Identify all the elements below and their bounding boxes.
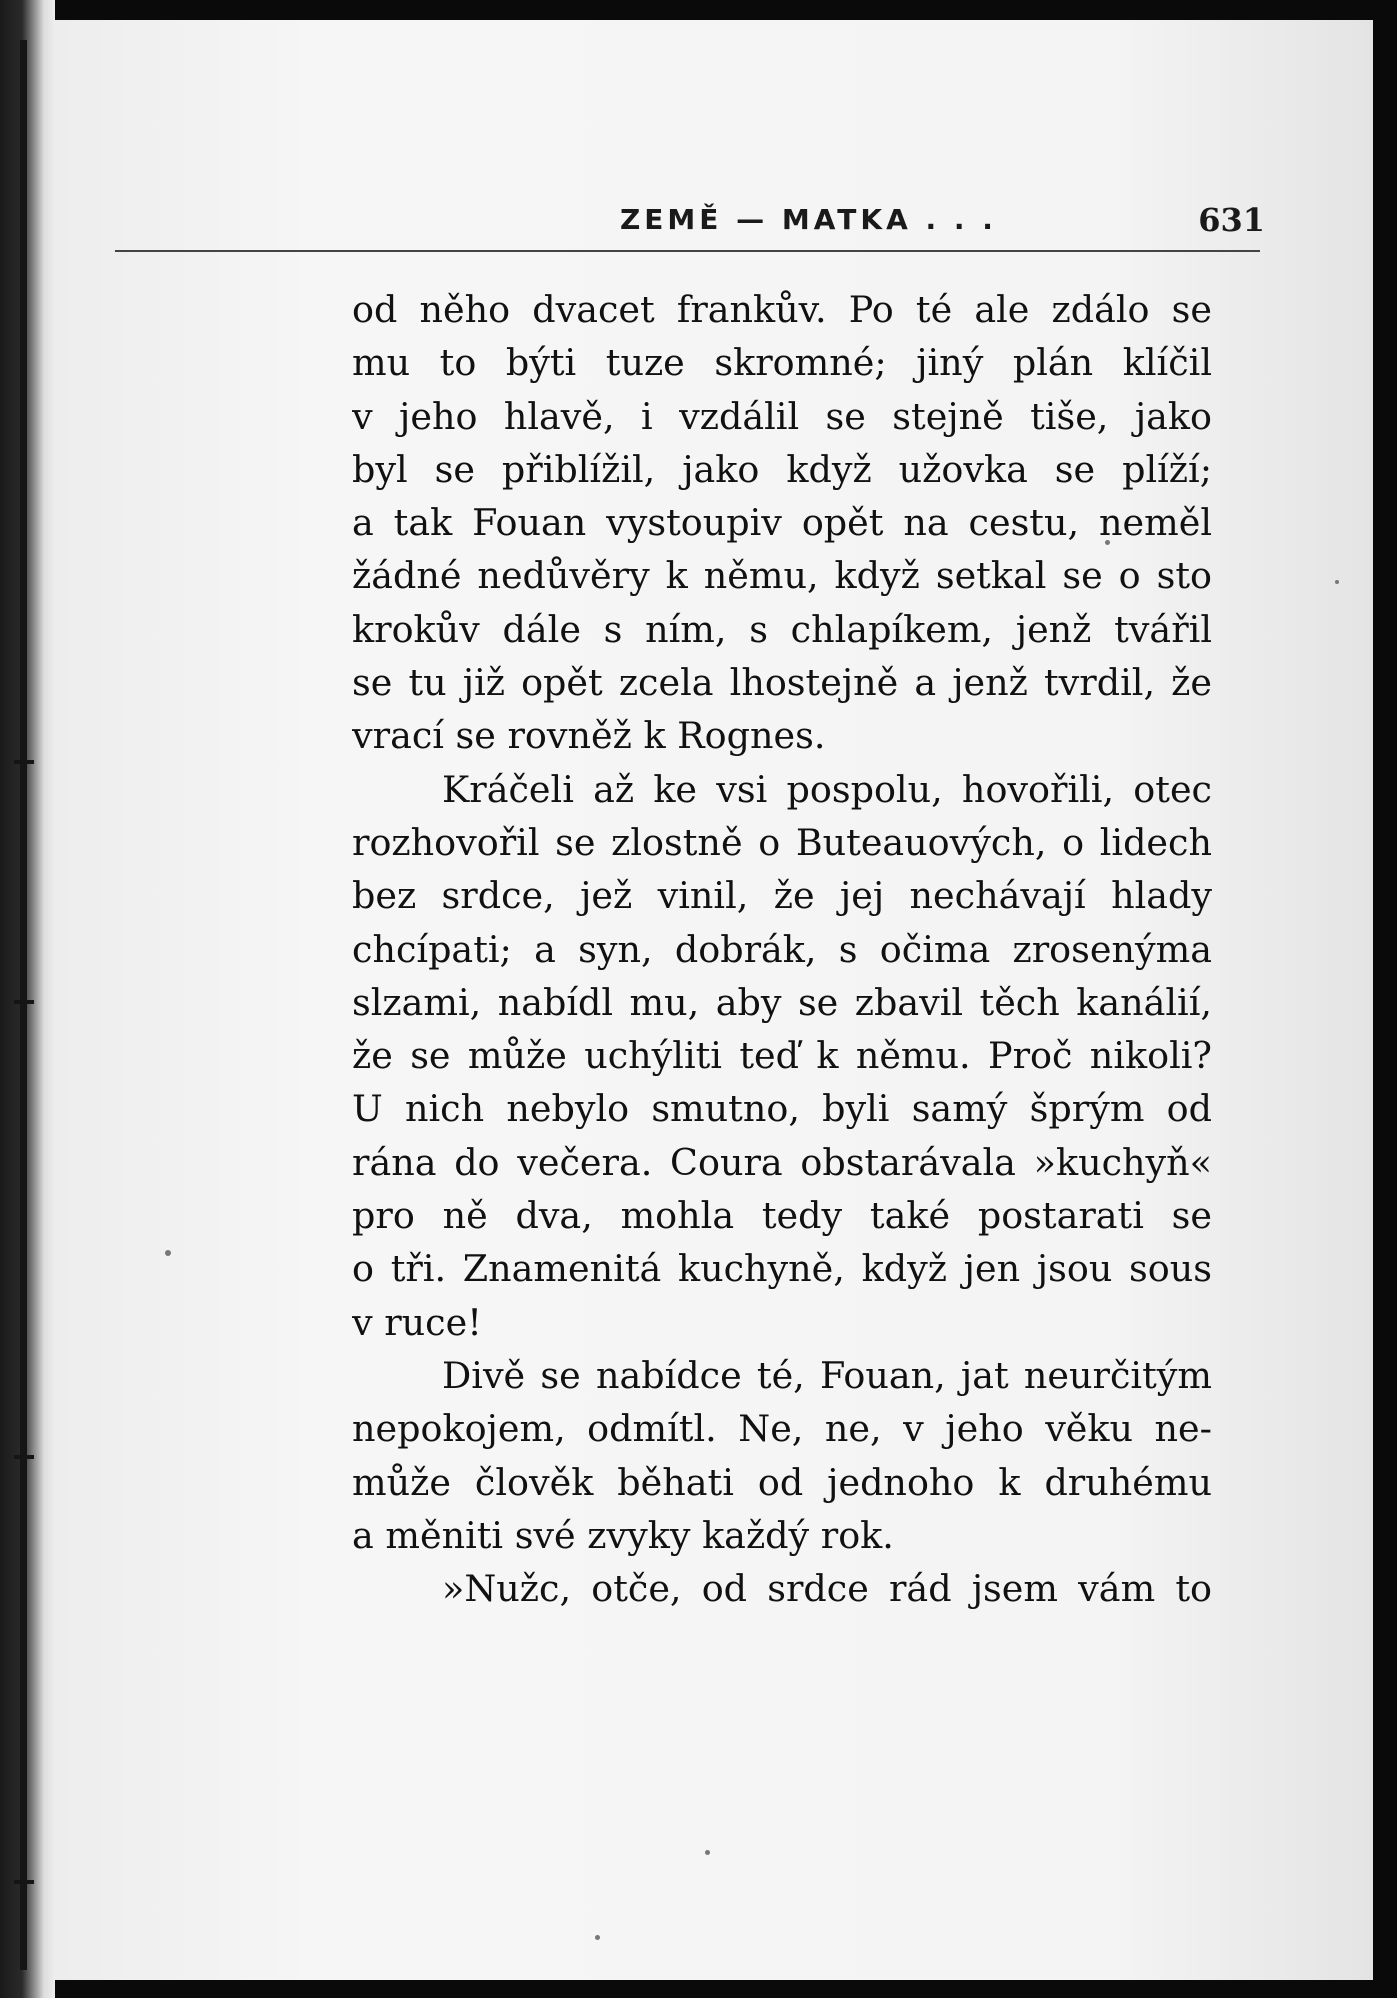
binding-tick bbox=[14, 1455, 34, 1459]
text-line: že se může uchýliti teď k němu. Proč nikoli? bbox=[352, 1034, 1212, 1078]
text-line: Kráčeli až ke vsi pospolu, hovořili, otec bbox=[442, 767, 1212, 811]
header-rule bbox=[115, 250, 1260, 252]
page-header bbox=[355, 195, 1265, 245]
text-line: mu to býti tuze skromné; jiný plán klíčil bbox=[352, 341, 1212, 385]
text-line: rozhovořil se zlostně o Buteauových, o lidech bbox=[352, 820, 1212, 864]
text-line: krokův dále s ním, s chlapíkem, jenž tvářil bbox=[352, 607, 1212, 651]
text-line: se tu již opět zcela lhostejně a jenž tvrdil, že bbox=[352, 661, 1212, 705]
text-line: rána do večera. Coura obstarávala »kuchyň« bbox=[352, 1140, 1212, 1184]
text-line: v ruce! bbox=[352, 1300, 482, 1344]
binding-tick bbox=[14, 1000, 34, 1004]
scan-speck bbox=[1335, 580, 1339, 584]
scan-speck bbox=[705, 1850, 710, 1855]
text-line: bez srdce, jež vinil, že jej nechávají hlady bbox=[352, 874, 1212, 918]
text-line: od něho dvacet frankův. Po té ale zdálo se bbox=[352, 288, 1212, 331]
binding-tick bbox=[14, 760, 34, 764]
text-line: může člověk běhati od jednoho k druhému bbox=[352, 1460, 1212, 1504]
text-line: žádné nedůvěry k němu, když setkal se o sto bbox=[352, 554, 1212, 598]
running-title: ZEMĚ — MATKA . . . bbox=[620, 203, 997, 236]
text-line: nepokojem, odmítl. Ne, ne, v jeho věku ne- bbox=[352, 1407, 1212, 1451]
binding-tick bbox=[14, 1880, 34, 1884]
text-line: Divě se nabídce té, Fouan, jat neurčitým bbox=[442, 1353, 1212, 1397]
text-line: vrací se rovněž k Rognes. bbox=[352, 714, 826, 758]
scan-speck bbox=[165, 1250, 171, 1256]
scan-speck bbox=[595, 1935, 600, 1940]
binding-line bbox=[20, 40, 27, 1970]
text-line: v jeho hlavě, i vzdálil se stejně tiše, jako bbox=[352, 394, 1212, 438]
body-text bbox=[352, 283, 1212, 1615]
text-line: o tři. Znamenitá kuchyně, když jen jsou sous bbox=[352, 1247, 1212, 1291]
book-binding bbox=[0, 0, 55, 1998]
text-line: a měniti své zvyky každý rok. bbox=[352, 1513, 894, 1557]
text-line: U nich nebylo smutno, byli samý šprým od bbox=[352, 1087, 1212, 1131]
text-line: a tak Fouan vystoupiv opět na cestu, neměl bbox=[352, 501, 1212, 545]
text-line: »Nužc, otče, od srdce rád jsem vám to bbox=[442, 1567, 1212, 1611]
text-line: slzami, nabídl mu, aby se zbavil těch kanálií, bbox=[352, 980, 1212, 1024]
page-number: 631 bbox=[1198, 201, 1265, 239]
text-line: pro ně dva, mohla tedy také postarati se bbox=[352, 1194, 1212, 1238]
text-line: chcípati; a syn, dobrák, s očima zrosenýma bbox=[352, 927, 1212, 971]
text-line: byl se přiblížil, jako když užovka se plíží; bbox=[352, 447, 1212, 491]
